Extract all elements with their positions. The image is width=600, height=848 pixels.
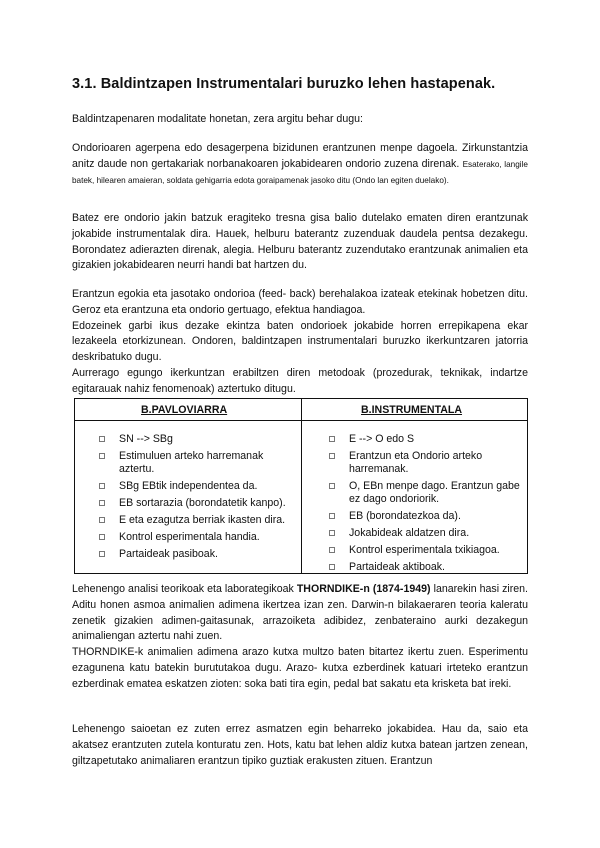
paragraph-3 xyxy=(72,287,528,398)
list-item: SN --> SBg xyxy=(99,433,297,446)
list-item: E eta ezagutza berriak ikasten dira. xyxy=(99,514,297,527)
list-item: Kontrol esperimentala handia. xyxy=(99,531,297,544)
pavloviarra-list xyxy=(99,433,297,565)
section-title: 3.1. Baldintzapen Instrumentalari buruzko lehen hastapenak. xyxy=(72,76,496,92)
checkbox-bullet-icon xyxy=(329,564,335,570)
table-header-instrumentala: B.INSTRUMENTALA xyxy=(361,404,463,416)
list-item: Partaideak aktiboak. xyxy=(329,561,525,574)
paragraph-4-pre: Lehenengo analisi teorikoak eta laborategikoak xyxy=(72,583,297,595)
checkbox-bullet-icon xyxy=(329,530,335,536)
checkbox-bullet-icon xyxy=(99,500,105,506)
paragraph-1 xyxy=(72,141,528,188)
comparison-table xyxy=(74,398,528,574)
paragraph-4 xyxy=(72,582,528,693)
checkbox-bullet-icon xyxy=(99,517,105,523)
list-item: E --> O edo S xyxy=(329,433,525,446)
list-item: EB sortarazia (borondatetik kanpo). xyxy=(99,497,297,510)
list-item: SBg EBtik independentea da. xyxy=(99,480,297,493)
list-item: Kontrol esperimentala txikiagoa. xyxy=(329,544,525,557)
checkbox-bullet-icon xyxy=(99,436,105,442)
paragraph-1-example: Esaterako, langile batek, hilearen amaieran, soldata gehigarria edota goraipamenak jasoko ditu (Ondo lan egiten duelako). xyxy=(72,159,528,185)
thorndike-reference: THORNDIKE-n (1874-1949) xyxy=(296,583,431,595)
list-item: EB (borondatezkoa da). xyxy=(329,510,525,523)
instrumentala-list xyxy=(329,433,525,578)
list-item: Partaideak pasiboak. xyxy=(99,548,297,561)
paragraph-3-line-3: Aurrerago egungo ikerkuntzan erabiltzen diren metodoak (prozedurak, teknikak, indartze egitarauak nahiz fenomenoak) aztertuko ditugu. xyxy=(72,366,528,395)
checkbox-bullet-icon xyxy=(329,436,335,442)
checkbox-bullet-icon xyxy=(99,483,105,489)
table-header-divider xyxy=(75,420,527,421)
checkbox-bullet-icon xyxy=(329,547,335,553)
list-item: O, EBn menpe dago. Erantzun gabe ez dago ondoriorik. xyxy=(329,480,525,506)
paragraph-2: Batez ere ondorio jakin batzuk eragiteko tresna gisa balio dutelako ematen diren erantzunak jokabide instrumentalak dira. Hauek, helburu baterantz zuzenduak daudela pentsa dezakegu. Borondatez adierazten direnak, alegia. Helburu baterantz zuzendutako erantzunak animalien eta gizakien jokabidearen neurri handi bat hartzen du. xyxy=(72,212,528,272)
table-column-divider xyxy=(301,399,302,573)
list-item: Jokabideak aldatzen dira. xyxy=(329,527,525,540)
paragraph-3-line-2: Edozeinek garbi ikus dezake ekintza baten ondorioek jokabide horren errepikapena ekar lezakeela etorkizunean. Ondoren, baldintzapen instrumentalari buruzko ikerkuntzaren jatorria deskribatuko dugu. xyxy=(72,319,528,364)
paragraph-4-line-2: THORNDIKE-k animalien adimena arazo kutxa multzo baten bitartez ikertu zuen. Esperimentu ezagunena katu batekin burututakoa dugu. Arazo- kutxa ezberdinek katuari irteteko erantzun ezberdinak ematea eskatzen zioten: soka bati tira egin, pedal bat sakatu eta krisketa bat ireki. xyxy=(72,646,528,690)
checkbox-bullet-icon xyxy=(99,534,105,540)
checkbox-bullet-icon xyxy=(99,551,105,557)
checkbox-bullet-icon xyxy=(329,513,335,519)
checkbox-bullet-icon xyxy=(329,483,335,489)
paragraph-3-line-1: Erantzun egokia eta jasotako ondorioa (feed- back) berehalakoa izateak etekinak hobetzen ditu. Geroz eta erantzuna eta ondorio gertuago, efektua handiagoa. xyxy=(72,288,528,316)
checkbox-bullet-icon xyxy=(99,453,105,459)
table-header-pavloviarra: B.PAVLOVIARRA xyxy=(141,404,228,416)
paragraph-4-post: lanarekin hasi ziren. Aditu honen asmoa animalien adimena ikertzea izan zen. Darwin-n bilakaeraren teoria kaleratu zenetik gizakien adimen-gaitasunak, arrazoiketa adibidez, zenbateraino aurki dezakegun animaliengan aztertu nahi zuen. xyxy=(72,583,528,643)
intro-paragraph: Baldintzapenaren modalitate honetan, zera argitu behar dugu: xyxy=(72,113,363,125)
paragraph-5: Lehenengo saioetan ez zuten errez asmatzen egin beharreko jokabidea. Hau da, saio eta akatsez erantzuten zutela konturatu zen. Hots, katu bat lehen aldiz kutxa batean jartzen zenean, giltzapetutako animaliaren erantzun tipiko guztiak erakusten zituen. Erantzun xyxy=(72,723,528,767)
checkbox-bullet-icon xyxy=(329,453,335,459)
list-item: Estimuluen arteko harremanak aztertu. xyxy=(99,450,297,476)
paragraph-1-text: Ondorioaren agerpena edo desagerpena bizidunen erantzunen menpe dagoela. Zirkunstantzia anitz daude non gertakariak norbanakoaren jokabidearen ondorio zuzena direnak. xyxy=(72,142,528,170)
list-item: Erantzun eta Ondorio arteko harremanak. xyxy=(329,450,525,476)
